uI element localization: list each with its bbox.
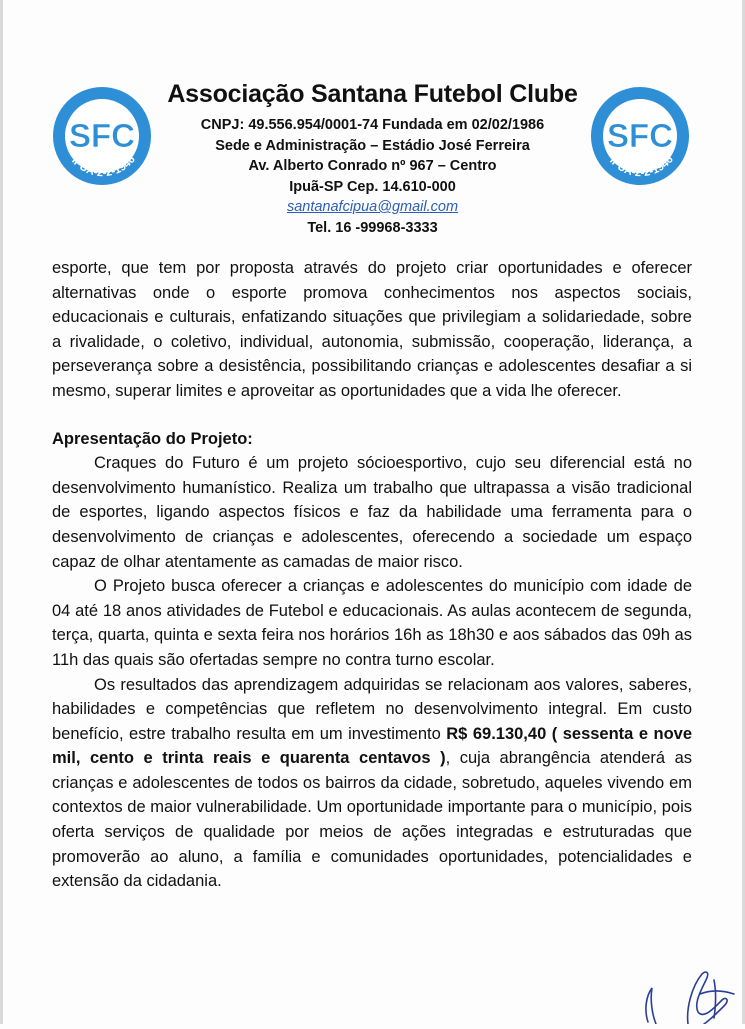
- project-paragraph-2: O Projeto busca oferecer a crianças e adolescentes do município com idade de 04 até 18 anos atividades de Futebol e educacionais. As aulas acontecem de segunda, terça, quarta, quinta e sexta feira nos horários 16h as 18h30 e aos sábados das 09h as 11h das quais são ofertadas sempre no contra turno escolar.: [52, 577, 692, 669]
- project-paragraph-1: Craques do Futuro é um projeto sócioesportivo, cujo seu diferencial está no desenvolvimento humanístico. Realiza um trabalho que ultrapassa a visão tradicional de esportes, ligando aspectos físicos e faz da habilidade uma ferramenta para o desenvolvimento de crianças e adolescentes, oferecendo a sociedade um espaço capaz de olhar atentamente as camadas de maior risco.: [52, 454, 692, 571]
- section-title: Apresentação do Projeto:: [52, 429, 253, 448]
- logo-ring-text: IPUÃ-2-2-1946: [69, 153, 138, 180]
- logo-ring-text: IPUÃ-2-2-1946: [607, 153, 676, 180]
- email-link[interactable]: santanafcipua@gmail.com: [286, 199, 459, 215]
- document-body: [52, 256, 692, 894]
- cnpj-line: CNPJ: 49.556.954/0001-74 Fundada em 02/02/1986: [200, 117, 545, 133]
- project-paragraph-3: [52, 673, 692, 894]
- paragraph-3-start: Os resultados das aprendizagem adquiridas se relacionam aos valores, saberes, habilidades e competências que refletem no desenvolvimento integral. Em custo benefício, estre trabalho resulta em um investimento: [52, 675, 692, 743]
- scan-edge-left: [0, 0, 3, 1024]
- investment-amount: R$ 69.130,40 ( sessenta e nove mil, cento e trinta reais e quarenta centavos ): [52, 724, 693, 768]
- phone-line: Tel. 16 -99968-3333: [307, 219, 438, 236]
- organization-name: Associação Santana Futebol Clube: [167, 80, 578, 108]
- address-line: Av. Alberto Conrado nº 967 – Centro: [248, 158, 497, 174]
- club-logo-left: [50, 84, 154, 188]
- city-line: Ipuã-SP Cep. 14.610-000: [289, 178, 456, 195]
- intro-paragraph: esporte, que tem por proposta através do projeto criar oportunidades e oferecer alternativas onde o esporte promova conhecimentos nos aspectos sociais, educacionais e culturais, enfatizando situações que privilegiam a solidariedade, sobre a rivalidade, o coletivo, individual, autonomia, submissão, cooperação, liderança, a perseverança sobre a desistência, possibilitando crianças e adolescentes desafiar a si mesmo, superar limites e aproveitar as oportunidades que a vida lhe oferecer.: [52, 259, 692, 400]
- seat-line: Sede e Administração – Estádio José Ferreira: [215, 137, 530, 154]
- handwritten-signature: [630, 960, 740, 1024]
- letterhead: [140, 80, 605, 238]
- logo-monogram: SFC: [607, 117, 673, 154]
- logo-monogram: SFC: [69, 117, 135, 154]
- paragraph-3-end: , cuja abrangência atenderá as crianças e adolescentes de todos os bairros da cidade, sobretudo, aqueles vivendo em contextos de maior vulnerabilidade. Um oportunidade importante para o município, pois oferta serviços de qualidade por meios de ações integradas e estruturadas que promoverão ao aluno, a família e comunidades oportunidades, potencialidades e extensão da cidadania.: [52, 749, 693, 891]
